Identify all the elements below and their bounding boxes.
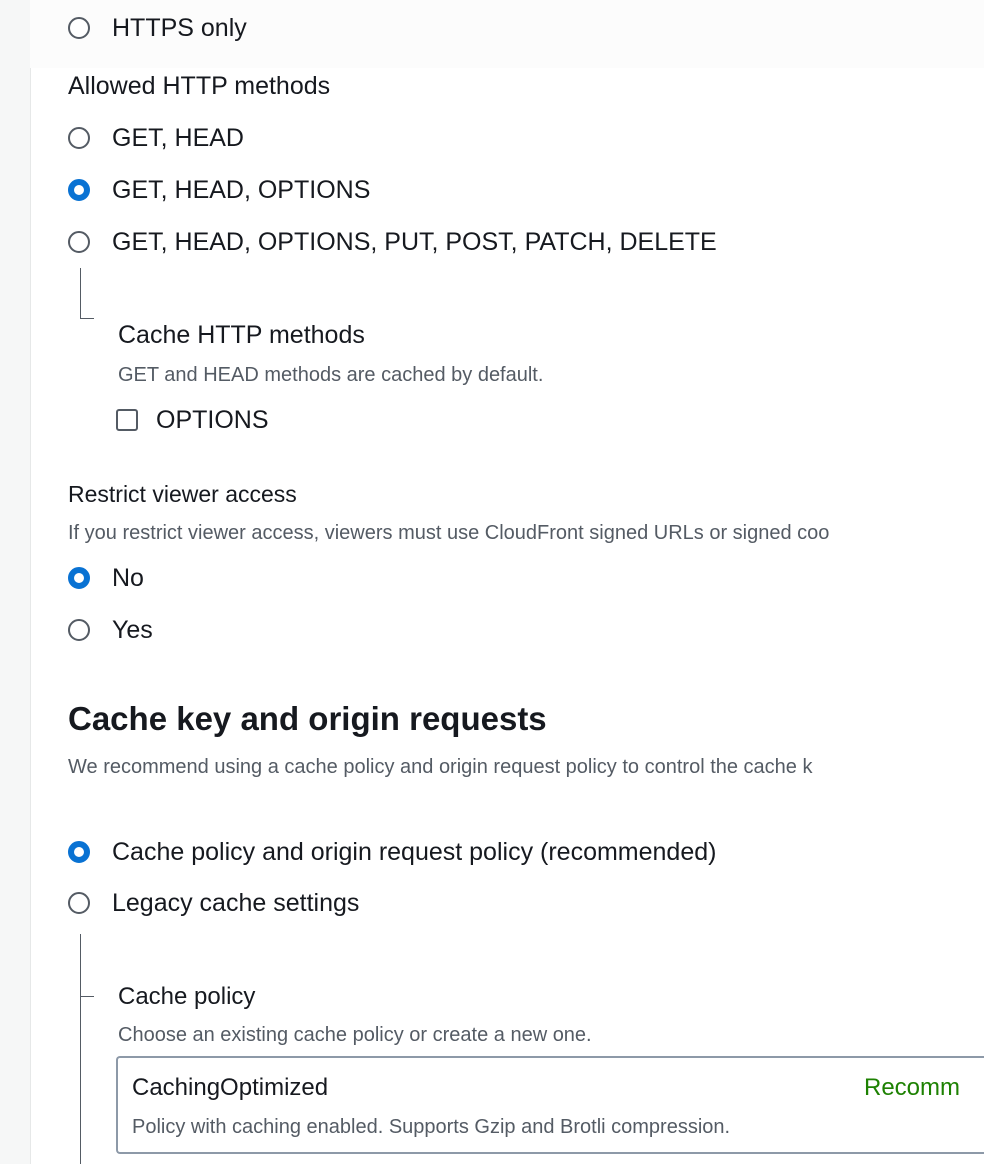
radio-selected-icon[interactable] [68, 567, 90, 589]
radio-selected-icon[interactable] [68, 179, 90, 201]
radio-https-only[interactable] [68, 10, 247, 46]
selected-policy-description: Policy with caching enabled. Supports Gzip and Brotli compression. [132, 1116, 731, 1138]
radio-get-head-options[interactable] [68, 172, 370, 208]
section-heading: Cache key and origin requests [68, 700, 547, 737]
radio-label: Cache policy and origin request policy (recommended) [112, 837, 717, 866]
tree-connector-line [80, 268, 81, 318]
radio-label: No [112, 563, 144, 592]
cache-policy-description: Choose an existing cache policy or create a new one. [118, 1024, 592, 1046]
radio-label: GET, HEAD [112, 123, 244, 152]
cache-policy-select[interactable] [116, 1056, 984, 1154]
section-description: We recommend using a cache policy and origin request policy to control the cache k [68, 756, 813, 778]
radio-label: GET, HEAD, OPTIONS, PUT, POST, PATCH, DELETE [112, 227, 717, 256]
radio-get-head[interactable] [68, 120, 244, 156]
radio-label: Yes [112, 615, 153, 644]
allowed-methods-label: Allowed HTTP methods [68, 72, 331, 100]
radio-label: HTTPS only [112, 13, 247, 42]
radio-circle-icon[interactable] [68, 619, 90, 641]
radio-legacy-cache[interactable] [68, 885, 359, 921]
checkbox-options[interactable] [116, 402, 269, 438]
restrict-viewer-description: If you restrict viewer access, viewers must use CloudFront signed URLs or signed coo [68, 522, 830, 544]
checkbox-label: OPTIONS [156, 405, 269, 434]
radio-circle-icon[interactable] [68, 127, 90, 149]
radio-cache-policy[interactable] [68, 834, 716, 870]
radio-circle-icon[interactable] [68, 892, 90, 914]
left-panel-edge [0, 0, 31, 1164]
tree-connector-line [80, 996, 94, 997]
cache-policy-label: Cache policy [118, 983, 256, 1010]
radio-circle-icon[interactable] [68, 231, 90, 253]
radio-label: GET, HEAD, OPTIONS [112, 175, 371, 204]
selected-policy-name: CachingOptimized [132, 1074, 329, 1101]
checkbox-icon[interactable] [116, 409, 138, 431]
cache-methods-label: Cache HTTP methods [118, 321, 365, 349]
radio-selected-icon[interactable] [68, 841, 90, 863]
radio-label: Legacy cache settings [112, 888, 360, 917]
tree-connector-line [80, 318, 94, 319]
restrict-viewer-label: Restrict viewer access [68, 481, 297, 507]
radio-restrict-no[interactable] [68, 560, 144, 596]
recommended-tag: Recomm [864, 1074, 961, 1101]
radio-all-methods[interactable] [68, 224, 717, 260]
radio-restrict-yes[interactable] [68, 612, 153, 648]
tree-connector-line [80, 934, 81, 1164]
cache-methods-description: GET and HEAD methods are cached by default. [118, 364, 544, 386]
radio-circle-icon[interactable] [68, 17, 90, 39]
